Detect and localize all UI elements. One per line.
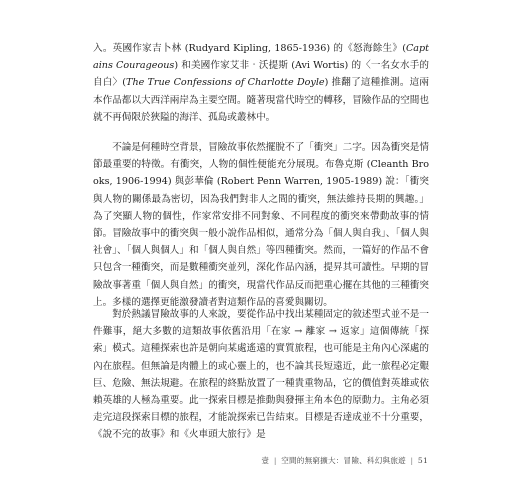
paragraph-1-text-b: ) 和美國作家艾非‧沃提斯 (Avi Wortis) 的〈一名女水手的自白〉( bbox=[93, 60, 429, 89]
paragraph-1-text-c: ) 推翻了這種推測。這兩本作品都以大西洋兩岸為主要空間。隨著現當代時空的轉移，冒險作品的空間也就不再侷限於狹隘的海洋、孤島或叢林中。 bbox=[93, 77, 430, 123]
paragraph-quest-block bbox=[93, 306, 429, 444]
paragraph-2: 不論是何種時空背景，冒險故事依然擺脫不了「衝突」二字。因為衝突是情節最重要的特徵。有衝突，人物的個性便能充分展現。布魯克斯 (Cleanth Brooks, 1906-1994) 與彭華倫 (Robert Penn Warren, 1905-1989) 說：「衝突與人物的關係最為密切，因為我們對非人之間的衝突，無法維持長期的興趣。」為了突顯人物的個性，作家常安排不同對象、不同程度的衝突來帶動故事的情節。冒險故事中的衝突與一般小說作品相似，通常分為「個人與自我」、「個人與社會」、「個人與個人」和「個人與自然」等四種衝突。然而，一篇好的作品不會只包含一種衝突，而是數種衝突並列，深化作品內涵，提昇其可讀性。早期的冒險故事著重「個人與自然」的衝突，現當代作品反而把重心擺在其他的三種衝突上。多樣的選擇更能激發讀者對這類作品的喜愛與關切。 bbox=[93, 142, 429, 308]
footer-chapter-number: 壹 bbox=[261, 456, 270, 465]
footer-chapter-title: 空間的無窮擴大：冒險、科幻與旅遊 bbox=[281, 456, 406, 465]
footer-separator-2: | bbox=[410, 456, 414, 465]
footer-page-number: 51 bbox=[417, 456, 428, 465]
paragraph-1 bbox=[93, 40, 429, 126]
footer-separator-1: | bbox=[273, 456, 277, 465]
book-title-true-confessions: The True Confessions of Charlotte Doyle bbox=[126, 77, 325, 89]
paragraph-conflict-block bbox=[93, 139, 429, 311]
paragraph-3: 對於熱議冒險故事的人來說，要從作品中找出某種固定的敘述型式並不是一件難事，絕大多數的這類故事依舊沿用「在家 → 離家 → 返家」這個傳統「探索」模式。這種探索也許是朝向某處遙遠的實質旅程，也可能是主角內心深處的內在旅程。但無論是肉體上的或心靈上的，也不論其長短遠近，此一旅程必定艱巨、危險、無法規避。在旅程的終點放置了一種貴重物品，它的價值對英雄或依賴英雄的人極為重要。此一探索目標是推動與發揮主角本色的原動力。主角必須走完這段探索目標的旅程，才能說探索已告結束。目標是否達成並不十分重要，《說不完的故事》和《火車頭大旅行》是 bbox=[93, 309, 429, 441]
book-title-captains-courageous: Captains Courageous bbox=[93, 43, 429, 72]
paragraph-continuation bbox=[93, 40, 429, 126]
running-footer bbox=[261, 455, 428, 466]
paragraph-1-text-a: 入。英國作家吉卜林 (Rudyard Kipling, 1865-1936) 的《怒海餘生》( bbox=[93, 43, 406, 54]
